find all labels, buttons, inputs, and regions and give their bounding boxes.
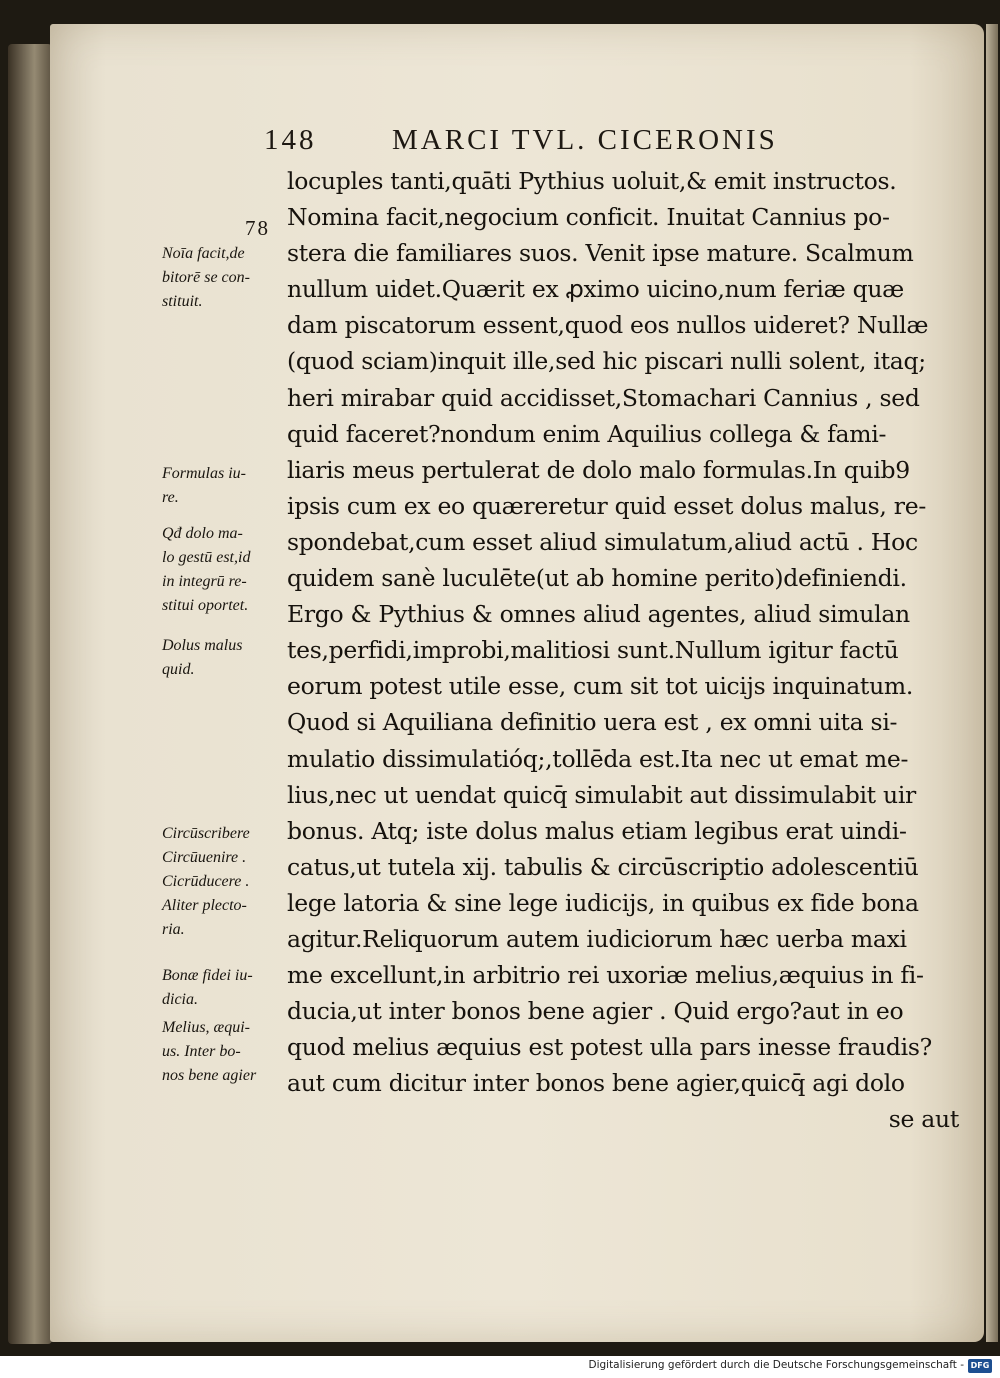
margin-note-line: quid.: [162, 661, 195, 678]
text-line: mulatio dissimulatióq;,tollēda est.Ita nec ut emat me-: [287, 744, 909, 773]
text-line: dam piscatorum essent,quod eos nullos uideret? Nullæ: [287, 311, 929, 340]
margin-note-line: Melius, æqui-: [162, 1019, 250, 1036]
margin-note-dolo-malo: [162, 522, 250, 618]
margin-note-bonae-fidei: [162, 964, 253, 1012]
margin-note-line: lo gestū est,id: [162, 549, 251, 566]
margin-note-line: Circūuenire .: [162, 849, 247, 866]
dfg-logo: DFG: [968, 1359, 992, 1373]
margin-note-formulas: [162, 462, 246, 510]
margin-note-line: in integrū re-: [162, 573, 247, 590]
margin-note-line: Aliter plecto-: [162, 897, 247, 914]
text-line: Quod si Aquiliana definitio uera est , ex omni uita si-: [287, 708, 898, 737]
text-line: me excellunt,in arbitrio rei uxoriæ melius,æquius in fi-: [287, 961, 924, 990]
text-line: ducia,ut inter bonos bene agier . Quid ergo?aut in eo: [287, 997, 904, 1026]
text-line: liaris meus pertulerat de dolo malo formulas.In quib9: [287, 455, 910, 484]
margin-note-debitor: [162, 242, 250, 314]
margin-note-line: ria.: [162, 921, 185, 938]
text-line: Nomina facit,negocium conficit. Inuitat Cannius po-: [287, 203, 890, 232]
text-line: eorum potest utile esse, cum sit tot uicijs inquinatum.: [287, 672, 914, 701]
funding-credit: Digitalisierung gefördert durch die Deutsche Forschungsgemeinschaft -: [588, 1359, 964, 1371]
text-line: ipsis cum ex eo quæreretur quid esset dolus malus, re-: [287, 491, 926, 520]
text-line: agitur.Reliquorum autem iudiciorum hæc uerba maxi: [287, 924, 907, 953]
margin-note-line: Dolus malus: [162, 637, 243, 654]
text-line: tes,perfidi,improbi,malitiosi sunt.Nullum igitur factū: [287, 636, 899, 665]
margin-note-dolus-malus: [162, 634, 242, 682]
text-line: lius,nec ut uendat quicq̄ simulabit aut dissimulabit uir: [287, 780, 916, 809]
margin-note-line: nos bene agier: [162, 1067, 257, 1084]
margin-note-line: bitorē se con-: [162, 269, 250, 286]
text-line: catus,ut tutela xij. tabulis & circūscriptio adolescentiū: [287, 852, 919, 881]
running-title: MARCI TVL. CICERONIS: [392, 124, 778, 156]
book-binding: [8, 44, 52, 1344]
main-text-block: [287, 163, 977, 1137]
text-line: aut cum dicitur inter bonos bene agier,quicq̄ agi dolo: [287, 1069, 905, 1098]
margin-note-line: Circūscribere: [162, 825, 250, 842]
margin-note-line: Noīa facit,de: [162, 245, 245, 262]
margin-note-line: stituit.: [162, 293, 203, 310]
text-line: nullum uidet.Quærit ex ꝓximo uicino,num feriæ quæ: [287, 275, 904, 304]
margin-note-line: Bonæ fidei iu-: [162, 967, 253, 984]
text-line: lege latoria & sine lege iudicijs, in quibus ex fide bona: [287, 888, 919, 917]
margin-note-melius: [162, 1016, 256, 1088]
text-line: bonus. Atq; iste dolus malus etiam legibus erat uindi-: [287, 816, 907, 845]
margin-note-line: Cicrūducere .: [162, 873, 250, 890]
margin-note-line: Qđ dolo ma-: [162, 525, 243, 542]
text-line: stera die familiares suos. Venit ipse mature. Scalmum: [287, 239, 914, 268]
text-line: quid faceret?nondum enim Aquilius collega & fami-: [287, 419, 887, 448]
text-line: heri mirabar quid accidisset,Stomachari Cannius , sed: [287, 383, 920, 412]
margin-note-line: stitui oportet.: [162, 597, 249, 614]
page-number: 148: [264, 124, 317, 156]
margin-note-line: Formulas iu-: [162, 465, 246, 482]
section-number: 78: [245, 216, 270, 240]
margin-note-line: dicia.: [162, 991, 198, 1008]
text-line: spondebat,cum esset aliud simulatum,aliud actū . Hoc: [287, 527, 918, 556]
footer-bar: [0, 1356, 1000, 1378]
margin-note-circumscribere: [162, 822, 250, 942]
text-line: quod melius æquius est potest ulla pars inesse fraudis?: [287, 1033, 932, 1062]
margin-note-line: us. Inter bo-: [162, 1043, 241, 1060]
text-line: Ergo & Pythius & omnes aliud agentes, aliud simulan: [287, 600, 910, 629]
text-line: (quod sciam)inquit ille,sed hic piscari nulli solent, itaq;: [287, 347, 926, 376]
text-line: quidem sanè luculēte(ut ab homine perito)definiendi.: [287, 564, 907, 593]
page-edge: [986, 24, 998, 1342]
margin-note-line: re.: [162, 489, 179, 506]
catchword: se aut: [888, 1105, 959, 1134]
text-line: locuples tanti,quāti Pythius uoluit,& emit instructos.: [287, 167, 897, 195]
